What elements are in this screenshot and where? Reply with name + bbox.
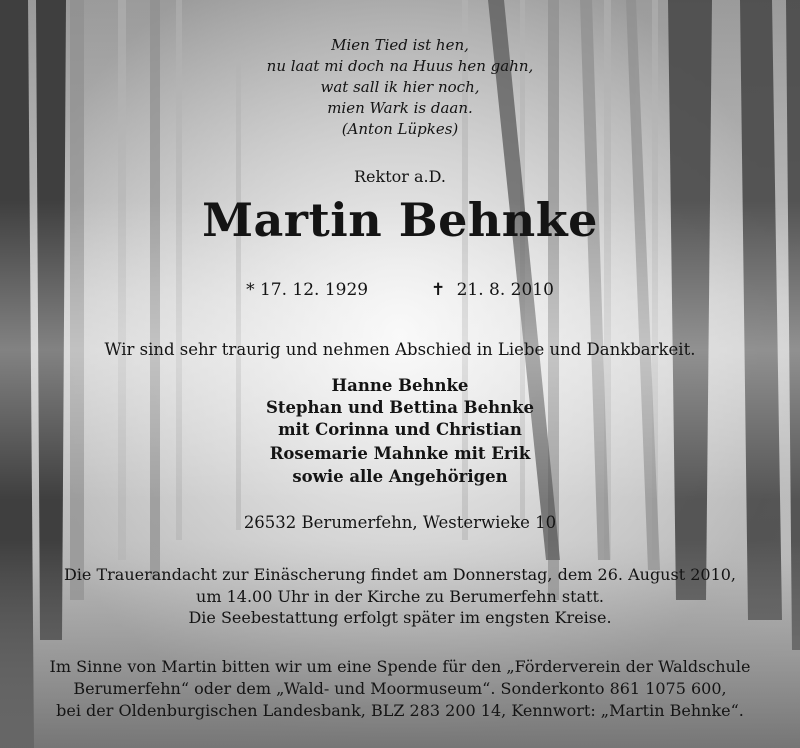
service-text: Die Seebestattung erfolgt später im engsten Kreise. bbox=[188, 608, 612, 627]
poem-line: mien Wark is daan. bbox=[327, 99, 473, 117]
birth-date: * 17. 12. 1929 bbox=[246, 280, 369, 300]
service-text: um 14.00 Uhr in der Kirche zu Berumerfehn statt. bbox=[196, 587, 604, 606]
mourner-name: mit Corinna und Christian bbox=[278, 420, 522, 439]
address: 26532 Berumerfehn, Westerwieke 10 bbox=[243, 513, 557, 532]
mourner-name: Rosemarie Mahnke mit Erik bbox=[269, 444, 531, 463]
mourner-name: sowie alle Angehörigen bbox=[292, 467, 508, 486]
donation-text: bei der Oldenburgischen Landesbank, BLZ 283 200 14, Kennwort: „Martin Behnke“. bbox=[56, 701, 744, 720]
farewell-text: Wir sind sehr traurig und nehmen Abschied in Liebe und Dankbarkeit. bbox=[104, 340, 696, 359]
title-line: Rektor a.D. bbox=[354, 167, 446, 186]
service-text: Die Trauerandacht zur Einäscherung findet am Donnerstag, dem 26. August 2010, bbox=[63, 565, 737, 584]
poem-author: (Anton Lüpkes) bbox=[341, 120, 459, 138]
mourner-name: Hanne Behnke bbox=[331, 376, 469, 395]
poem-line: nu laat mi doch na Huus hen gahn, bbox=[266, 57, 534, 75]
poem-line: Mien Tied ist hen, bbox=[331, 36, 469, 54]
cross-icon: ✝ bbox=[430, 280, 446, 300]
mourner-name: Stephan und Bettina Behnke bbox=[265, 398, 535, 417]
poem-line: wat sall ik hier noch, bbox=[320, 78, 480, 96]
donation-text: Im Sinne von Martin bitten wir um eine Spende für den „Förderverein der Waldschule bbox=[49, 657, 751, 676]
death-date: 21. 8. 2010 bbox=[456, 280, 554, 300]
donation-text: Berumerfehn“ oder dem „Wald- und Moormuseum“. Sonderkonto 861 1075 600, bbox=[73, 679, 727, 698]
deceased-name: Martin Behnke bbox=[202, 193, 598, 247]
life-dates bbox=[0, 280, 800, 300]
